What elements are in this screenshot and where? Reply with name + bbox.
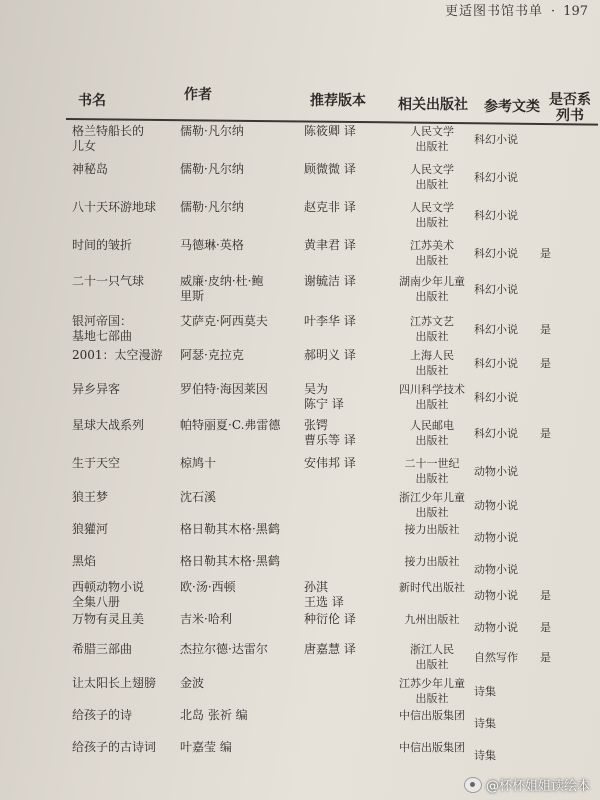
- cell-publisher: 人民文学 出版社: [410, 125, 454, 153]
- page-number-dot: ·: [551, 4, 556, 19]
- cell-publisher: 九州出版社: [404, 613, 460, 626]
- cell-title: 神秘岛: [72, 162, 109, 176]
- cell-title: 黑焰: [72, 554, 97, 568]
- running-header-text: 更适图书馆书单: [445, 4, 544, 19]
- cell-category: 诗集: [474, 717, 496, 730]
- cell-title: 狼獾河: [72, 522, 109, 536]
- column-header-author: 作者: [184, 87, 212, 103]
- cell-author: 儒勒·凡尔纳: [180, 200, 244, 214]
- cell-series: 是: [540, 621, 551, 634]
- column-header-category: 参考文类: [484, 99, 540, 115]
- cell-publisher: 江苏文艺 出版社: [410, 315, 454, 343]
- cell-category: 科幻小说: [474, 133, 518, 146]
- cell-series: 是: [540, 651, 551, 664]
- cell-edition: 孙淇 王选 译: [304, 580, 344, 609]
- cell-title: 八十天环游地球: [72, 200, 157, 214]
- cell-title: 给孩子的诗: [72, 708, 133, 722]
- cell-author: 沈石溪: [180, 490, 217, 504]
- cell-edition: 顾微微 译: [304, 162, 356, 176]
- cell-publisher: 江苏少年儿童 出版社: [399, 677, 465, 705]
- cell-publisher: 中信出版集团: [399, 741, 465, 754]
- cell-title: 万物有灵且美: [72, 612, 145, 626]
- cell-series: 是: [540, 427, 551, 440]
- cell-series: 是: [540, 247, 551, 260]
- cell-category: 诗集: [474, 685, 496, 698]
- watermark-text: @杯杯姐姐读绘本: [485, 779, 590, 794]
- cell-title: 2001：太空漫游: [72, 348, 163, 362]
- cell-author: 阿瑟·克拉克: [180, 348, 244, 362]
- cell-category: 动物小说: [474, 589, 518, 602]
- cell-series: 是: [540, 357, 551, 370]
- cell-edition: 赵克非 译: [304, 200, 356, 214]
- page-number: 197: [563, 4, 588, 19]
- cell-author: 格日勒其木格·黑鹤: [180, 554, 280, 568]
- cell-author: 马德琳·英格: [180, 238, 244, 252]
- cell-publisher: 人民文学 出版社: [410, 163, 454, 191]
- cell-author: 儒勒·凡尔纳: [180, 162, 244, 176]
- cell-publisher: 人民邮电 出版社: [410, 419, 454, 447]
- cell-author: 叶嘉莹 编: [180, 740, 232, 754]
- cell-category: 科幻小说: [474, 323, 518, 336]
- cell-title: 狼王梦: [72, 490, 109, 504]
- cell-publisher: 中信出版集团: [399, 709, 465, 722]
- cell-title: 让太阳长上翅膀: [72, 676, 157, 690]
- cell-category: 诗集: [474, 749, 496, 762]
- cell-category: 自然写作: [474, 651, 518, 664]
- cell-title: 二十一只气球: [72, 274, 145, 288]
- cell-edition: 安伟邦 译: [304, 456, 356, 470]
- cell-author: 金波: [180, 676, 205, 690]
- cell-title: 西顿动物小说 全集八册: [72, 580, 145, 609]
- cell-publisher: 接力出版社: [404, 555, 460, 568]
- cell-author: 威廉·皮纳·杜·鲍 里斯: [180, 274, 264, 303]
- cell-category: 科幻小说: [474, 171, 518, 184]
- cell-author: 杰拉尔德·达雷尔: [180, 642, 268, 656]
- cell-category: 科幻小说: [474, 209, 518, 222]
- cell-author: 北岛 张祈 编: [180, 708, 248, 722]
- cell-edition: 谢毓洁 译: [304, 274, 356, 288]
- cell-publisher: 二十一世纪 出版社: [404, 457, 460, 485]
- cell-category: 动物小说: [474, 499, 518, 512]
- cell-publisher: 江苏美术 出版社: [410, 239, 454, 267]
- cell-category: 动物小说: [474, 621, 518, 634]
- cell-category: 科幻小说: [474, 427, 518, 440]
- cell-category: 科幻小说: [474, 247, 518, 260]
- cell-series: 是: [540, 323, 551, 336]
- weibo-watermark: [464, 775, 590, 794]
- cell-publisher: 新时代出版社: [399, 581, 465, 594]
- cell-publisher: 四川科学技术 出版社: [399, 383, 465, 411]
- column-header-series: 是否系列书: [549, 92, 591, 124]
- cell-title: 异乡异客: [72, 382, 121, 396]
- cell-author: 艾萨克·阿西莫夫: [180, 314, 268, 328]
- cell-author: 儒勒·凡尔纳: [180, 124, 244, 138]
- cell-category: 科幻小说: [474, 357, 518, 370]
- cell-category: 动物小说: [474, 563, 518, 576]
- cell-edition: 张锷 曹乐等 译: [304, 418, 356, 447]
- cell-edition: 陈筱卿 译: [304, 124, 356, 138]
- cell-edition: 黄聿君 译: [304, 238, 356, 252]
- cell-edition: 唐嘉慧 译: [304, 642, 356, 656]
- cell-title: 希腊三部曲: [72, 642, 133, 656]
- cell-title: 给孩子的古诗词: [72, 740, 157, 754]
- cell-publisher: 上海人民 出版社: [410, 349, 454, 377]
- cell-title: 星球大战系列: [72, 418, 145, 432]
- column-header-title: 书名: [78, 93, 106, 109]
- cell-author: 吉米·哈利: [180, 612, 232, 626]
- cell-edition: 叶李华 译: [304, 314, 356, 328]
- cell-series: 是: [540, 589, 551, 602]
- column-header-edition: 推荐版本: [310, 93, 366, 109]
- cell-author: 欧·汤·西顿: [180, 580, 236, 594]
- cell-category: 科幻小说: [474, 391, 518, 404]
- cell-publisher: 人民文学 出版社: [410, 201, 454, 229]
- cell-category: 动物小说: [474, 531, 518, 544]
- cell-edition: 吴为 陈宁 译: [304, 382, 344, 411]
- cell-title: 时间的皱折: [72, 238, 133, 252]
- cell-publisher: 接力出版社: [404, 523, 460, 536]
- cell-category: 动物小说: [474, 465, 518, 478]
- cell-title: 格兰特船长的 儿女: [72, 124, 145, 153]
- cell-publisher: 浙江人民 出版社: [410, 643, 454, 671]
- cell-author: 椋鸠十: [180, 456, 217, 470]
- cell-category: 科幻小说: [474, 283, 518, 296]
- cell-author: 格日勒其木格·黑鹤: [180, 522, 280, 536]
- cell-publisher: 浙江少年儿童 出版社: [399, 491, 465, 519]
- weibo-logo-icon: [464, 777, 482, 793]
- cell-title: 生于天空: [72, 456, 121, 470]
- cell-author: 罗伯特·海因莱因: [180, 382, 268, 396]
- cell-title: 银河帝国： 基地七部曲: [72, 314, 133, 343]
- cell-edition: 种衍伦 译: [304, 612, 356, 626]
- cell-publisher: 湖南少年儿童 出版社: [399, 275, 465, 303]
- cell-edition: 郝明义 译: [304, 348, 356, 362]
- cell-author: 帕特丽夏·C.弗雷德: [180, 418, 281, 432]
- running-header: [445, 0, 588, 19]
- column-header-publisher: 相关出版社: [398, 97, 468, 113]
